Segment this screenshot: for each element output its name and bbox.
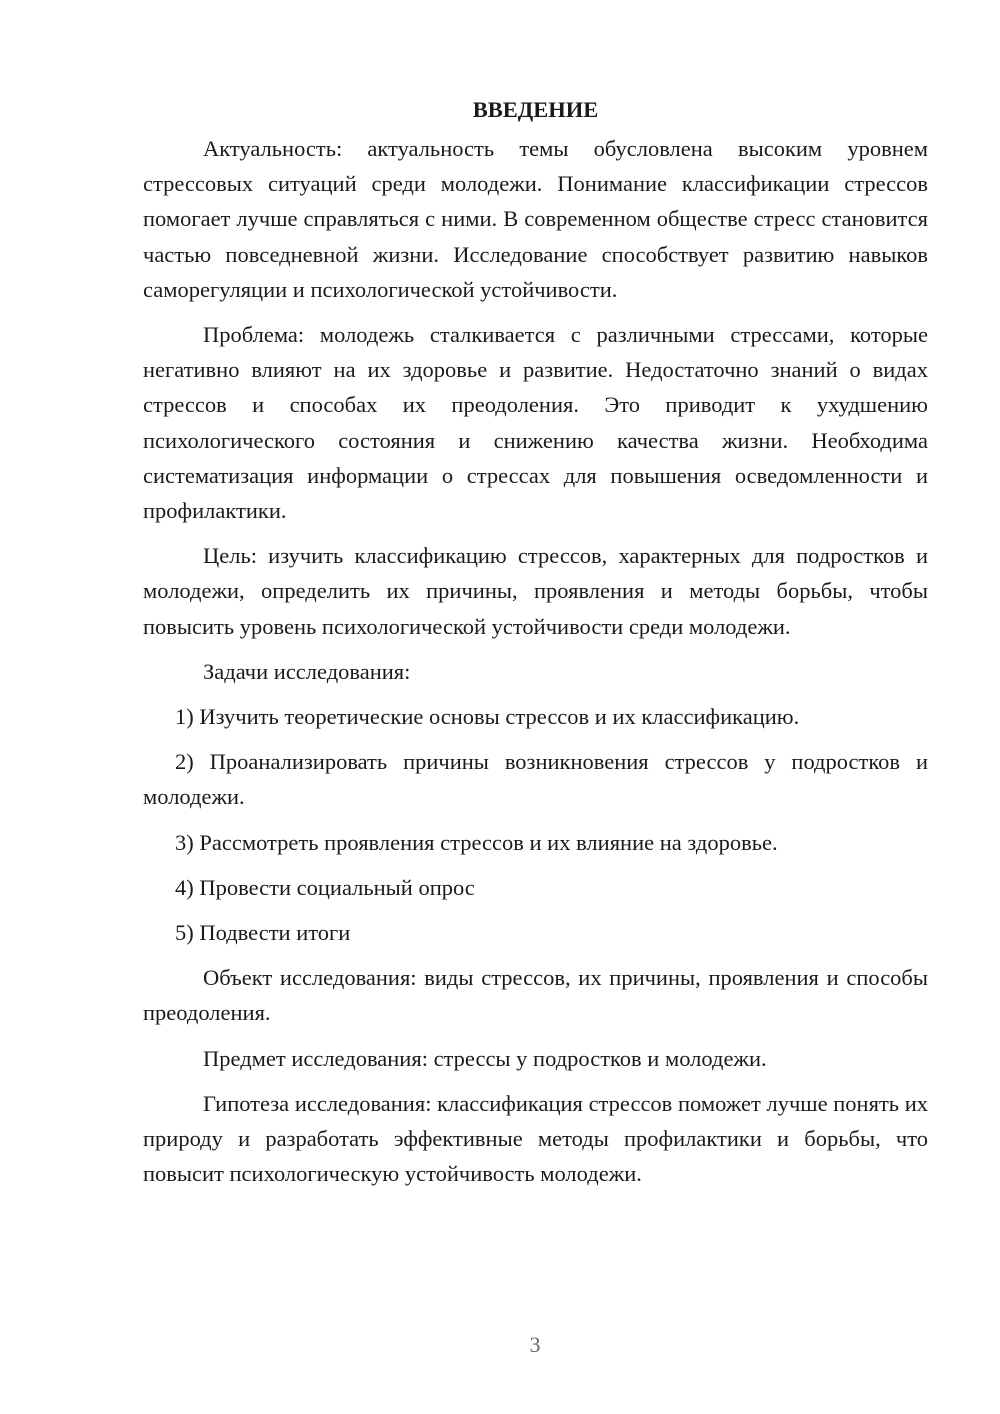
paragraph-problem: Проблема: молодежь сталкивается с различными стрессами, которые негативно влияют на их здоровье и развитие. Недостаточно знаний о видах стрессов и способах их преодоления. Это приводит к ухудшению психологического состояния и снижению качества жизни. Необходима систематизация информации о стрессах для повышения осведомленности и профилактики. <box>143 322 928 524</box>
tasks-heading: Задачи исследования: <box>203 658 411 684</box>
paragraph-relevance: Актуальность: актуальность темы обусловлена высоким уровнем стрессовых ситуаций среди молодежи. Понимание классификации стрессов помогает лучше справляться с ними. В современном обществе стресс становится частью повседневной жизни. Исследование способствует развитию навыков саморегуляции и психологической устойчивости. <box>143 136 928 302</box>
section-title: ВВЕДЕНИЕ <box>472 97 599 122</box>
document-page <box>143 92 928 1201</box>
task-item-1: 1) Изучить теоретические основы стрессов и их классификацию. <box>175 704 800 730</box>
task-item-2: 2) Проанализировать причины возникновения стрессов у подростков и молодежи. <box>143 749 928 810</box>
paragraph-subject: Предмет исследования: стрессы у подростков и молодежи. <box>203 1045 767 1071</box>
task-item-3: 3) Рассмотреть проявления стрессов и их влияние на здоровье. <box>175 829 778 855</box>
paragraph-hypothesis: Гипотеза исследования: классификация стрессов поможет лучше понять их природу и разработать эффективные методы профилактики и борьбы, что повысит психологическую устойчивость молодежи. <box>143 1090 928 1187</box>
task-item-4: 4) Провести социальный опрос <box>175 874 475 900</box>
task-item-5: 5) Подвести итоги <box>175 920 351 946</box>
page-number: 3 <box>529 1332 541 1357</box>
paragraph-goal: Цель: изучить классификацию стрессов, характерных для подростков и молодежи, определить их причины, проявления и методы борьбы, чтобы повысить уровень психологической устойчивости среди молодежи. <box>143 543 928 639</box>
paragraph-object: Объект исследования: виды стрессов, их причины, проявления и способы преодоления. <box>143 965 928 1026</box>
